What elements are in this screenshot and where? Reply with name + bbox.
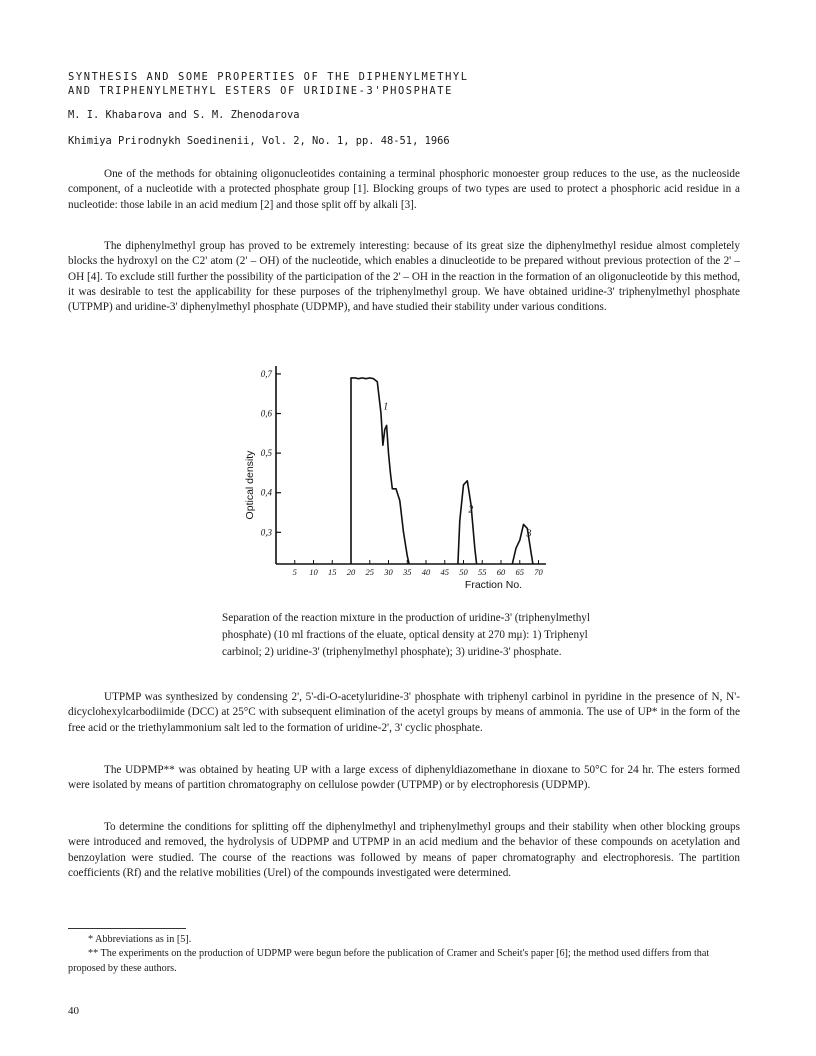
- elution-chart: [240, 358, 560, 598]
- series-label-2: 2: [468, 504, 474, 516]
- paragraph-utpmp-synthesis: UTPMP was synthesized by condensing 2', 5'-di-O-acetyluridine-3' phosphate with triphenyl carbinol in pyridine in the presence of N, N'-dicyclohexylcarbodiimide (DCC) at 25°C with subsequent elimination of the acetyl groups by means of ammonia. The use of UP* in the form of the free acid or the triethylammonium salt led to the formation of uridine-2', 3' cyclic phosphate.: [68, 691, 740, 734]
- y-tick-label: 0,6: [260, 408, 272, 419]
- figure-caption: Separation of the reaction mixture in the production of uridine-3' (triphenylmethyl phosphate) (10 ml fractions of the eluate, optical density at 270 mμ): 1) Triphenyl carbinol; 2) uridine-3' (triphenylmethyl phosphate); 3) uridine-3' phosphate.: [222, 612, 590, 658]
- authors: M. I. Khabarova and S. M. Zhenodarova: [68, 109, 300, 121]
- paragraph-diphenylmethyl: The diphenylmethyl group has proved to be extremely interesting: because of its great size the diphenylmethyl residue almost completely blocks the hydroxyl on the C2' atom (2' – OH) of the nucleotide, which enables a dinucleotide to be prepared without previous protection of the 2' – OH [4]. To exclude still further the possibility of the participation of the 2' – OH in the reaction in the formation of an oligonucleotide by this method, it was desirable to test the applicability for these purposes of the triphenylmethyl group. We have obtained uridine-3' triphenylmethyl phosphate (UTPMP) and uridine-3' diphenylmethyl phosphate (UDPMP), and have studied their stability under various conditions.: [68, 240, 740, 314]
- x-tick-label: 50: [459, 567, 468, 577]
- y-tick-label: 0,4: [260, 487, 272, 498]
- page-number: 40: [68, 1005, 79, 1017]
- x-tick-label: 60: [496, 567, 506, 577]
- footnote-rule: [68, 928, 186, 929]
- series-label-3: 3: [526, 528, 532, 540]
- x-tick-label: 45: [440, 567, 449, 577]
- title-line-2: AND TRIPHENYLMETHYL ESTERS OF URIDINE-3'PHOSPHATE: [68, 85, 453, 97]
- chromatography-figure: [240, 358, 560, 598]
- y-tick-label: 0,5: [260, 448, 272, 459]
- x-tick-label: 25: [365, 567, 374, 577]
- y-tick-label: 0,7: [260, 368, 272, 379]
- y-tick-label: 0,3: [260, 527, 272, 538]
- x-tick-label: 40: [421, 567, 431, 577]
- paragraph-udpmp-synthesis: The UDPMP** was obtained by heating UP with a large excess of diphenyldiazomethane in dioxane to 50°C for 24 hr. The esters formed were isolated by means of partition chromatography on cellulose powder (UTPMP) or by electrophoresis (UDPMP).: [68, 764, 740, 792]
- paragraph-intro: One of the methods for obtaining oligonucleotides containing a terminal phosphoric monoester group reduces to the use, as the nucleoside component, of a nucleotide with a protected phosphate group [1]. Blocking groups of two types are used to protect a phosphoric acid residue in a nucleotide: those labile in an acid medium [2] and those split off by alkali [3].: [68, 168, 740, 211]
- x-axis-label: Fraction No.: [464, 579, 523, 591]
- x-tick-label: 10: [309, 567, 318, 577]
- x-tick-label: 35: [403, 567, 412, 577]
- y-axis-label: Optical density: [244, 450, 256, 520]
- x-tick-label: 5: [292, 567, 297, 577]
- footnote-abbreviations: * Abbreviations as in [5].: [88, 934, 192, 945]
- footnote-experiments: ** The experiments on the production of UDPMP were begun before the publication of Cramer and Scheit's paper [6]; the method used differs from that proposed by these authors.: [68, 948, 710, 974]
- x-tick-label: 55: [478, 567, 487, 577]
- paragraph-conditions: To determine the conditions for splitting off the diphenylmethyl and triphenylmethyl groups and their stability when other blocking groups were introduced and removed, the hydrolysis of UDPMP and UTPMP in an acid medium and the behavior of these compounds on acetylation and benzoylation were studied. The course of the reactions was followed by means of paper chromatography and electrophoresis. The partition coefficients (Rf) and the relative mobilities (Urel) of the compounds investigated were determined.: [68, 821, 740, 879]
- x-tick-label: 15: [328, 567, 337, 577]
- x-tick-label: 70: [534, 567, 543, 577]
- x-tick-label: 20: [346, 567, 356, 577]
- series-line-1: [351, 378, 409, 564]
- series-label-1: 1: [383, 401, 389, 413]
- paper-title: [68, 70, 708, 98]
- x-tick-label: 30: [384, 567, 393, 577]
- x-tick-label: 65: [515, 567, 524, 577]
- title-line-1: SYNTHESIS AND SOME PROPERTIES OF THE DIPHENYLMETHYL: [68, 71, 469, 83]
- series-line-2: [458, 481, 477, 564]
- citation: Khimiya Prirodnykh Soedinenii, Vol. 2, No. 1, pp. 48-51, 1966: [68, 135, 450, 147]
